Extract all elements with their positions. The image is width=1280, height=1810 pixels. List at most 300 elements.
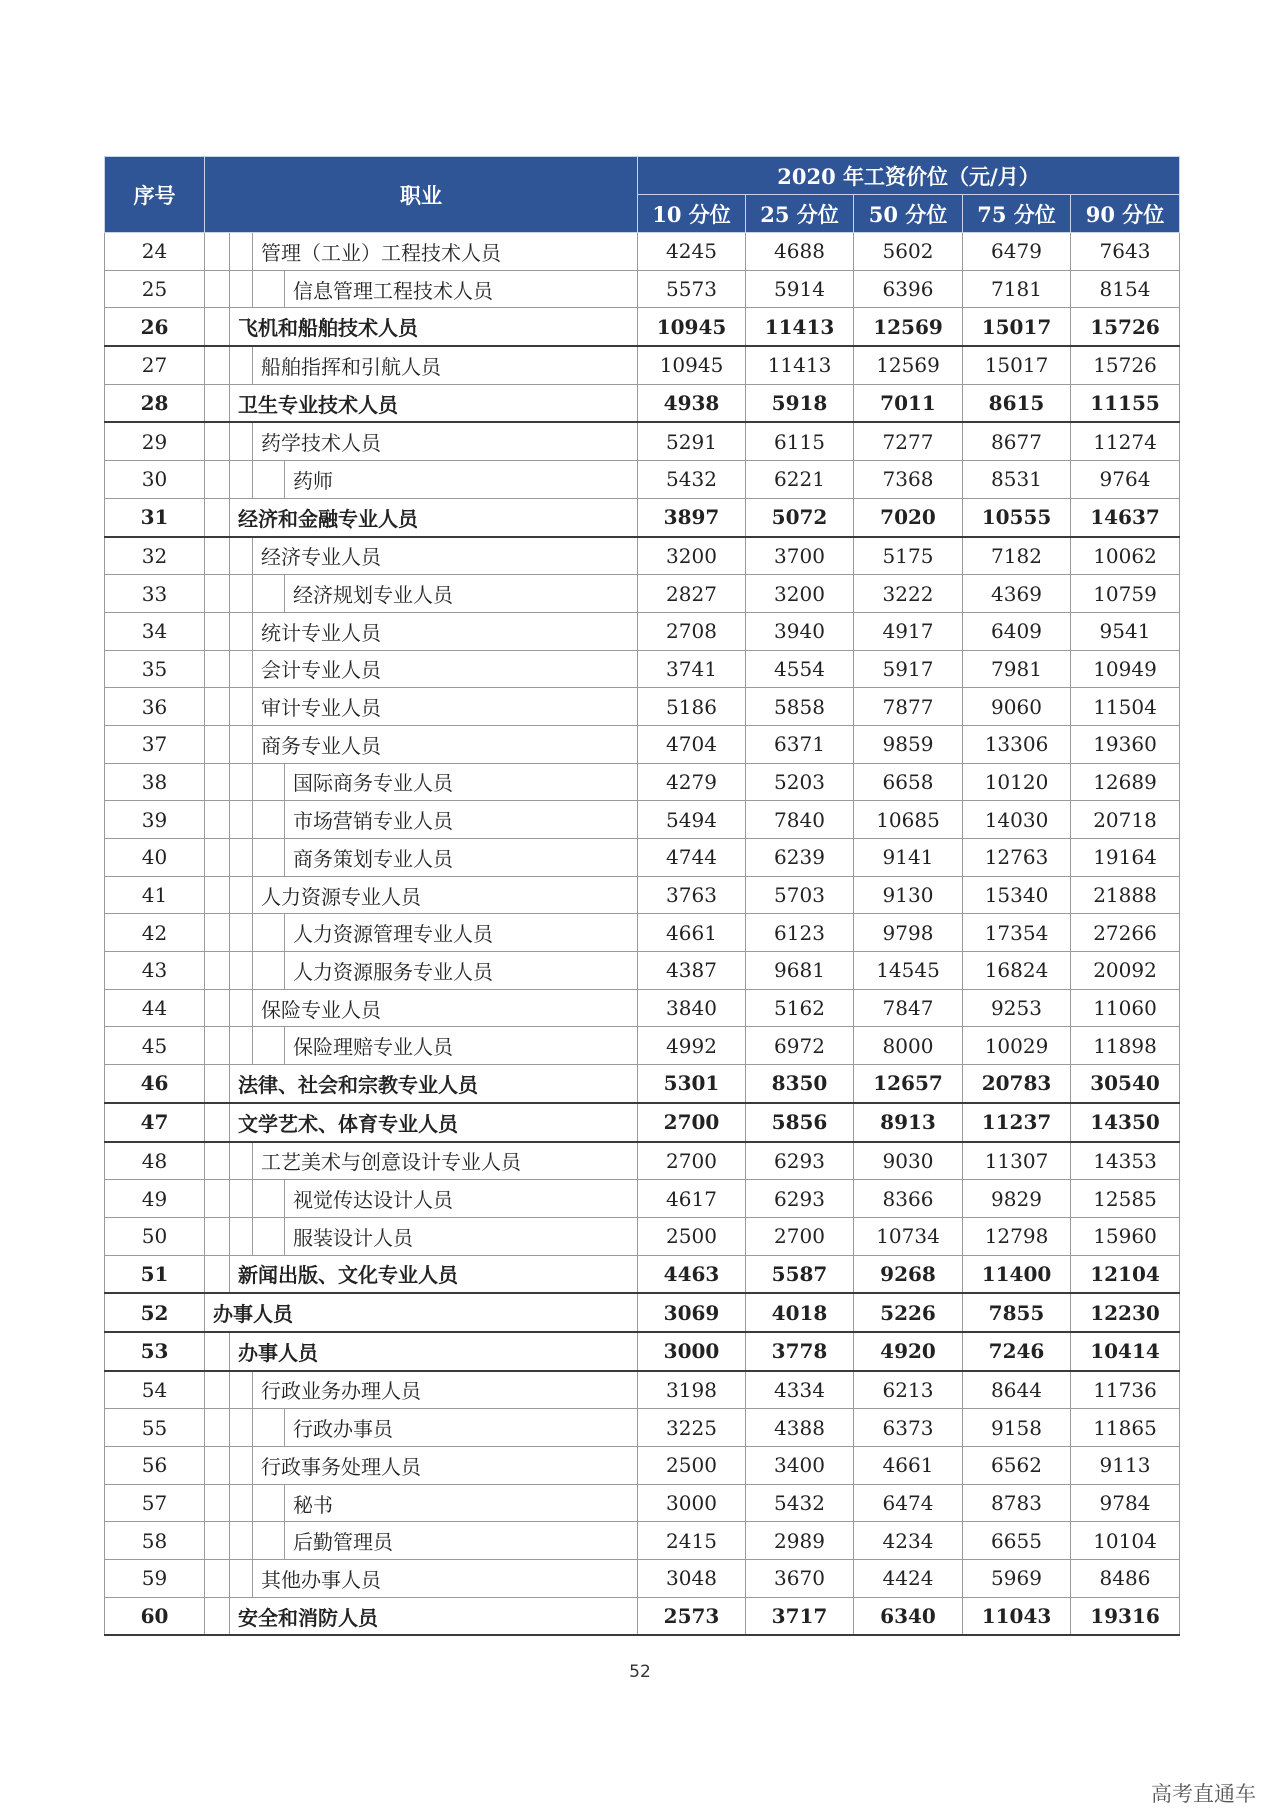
table-row (105, 1560, 1180, 1598)
wage-p50: 8366 (854, 1180, 963, 1218)
occupation-indent (205, 1218, 637, 1255)
table-row (105, 1293, 1180, 1332)
row-number: 52 (105, 1293, 205, 1332)
wage-p75: 7246 (963, 1332, 1071, 1371)
table-row (105, 308, 1180, 346)
table-header (105, 157, 1180, 233)
row-number: 40 (105, 839, 205, 877)
table-row (105, 1447, 1180, 1485)
wage-p75: 8531 (963, 461, 1071, 499)
occupation-cell (205, 1293, 638, 1332)
row-number: 33 (105, 575, 205, 613)
occupation-cell (205, 384, 638, 422)
wage-p75: 10029 (963, 1027, 1071, 1065)
table-row (105, 1217, 1180, 1255)
hierarchy-guide-line (252, 1027, 253, 1064)
wage-p25: 3778 (746, 1332, 854, 1371)
wage-p10: 4617 (638, 1180, 746, 1218)
wage-p25: 5162 (746, 989, 854, 1027)
hierarchy-guide-line (229, 1372, 230, 1409)
row-number: 49 (105, 1180, 205, 1218)
hierarchy-guide-line (229, 839, 230, 876)
occupation-indent (205, 1409, 637, 1446)
occupation-indent (205, 1560, 637, 1597)
occupation-cell (205, 461, 638, 499)
row-number: 34 (105, 612, 205, 650)
wage-p90: 15726 (1071, 308, 1180, 346)
wage-p25: 6115 (746, 422, 854, 460)
row-number: 32 (105, 537, 205, 575)
hierarchy-guide-line (252, 1180, 253, 1217)
row-number: 35 (105, 650, 205, 688)
wage-p75: 8615 (963, 384, 1071, 422)
occupation-indent (205, 347, 637, 384)
row-number: 38 (105, 763, 205, 801)
occupation-name: 人力资源专业人员 (261, 884, 421, 909)
wage-p10: 3200 (638, 537, 746, 575)
wage-p50: 6340 (854, 1597, 963, 1635)
wage-p90: 14350 (1071, 1103, 1180, 1142)
wage-p50: 8000 (854, 1027, 963, 1065)
wage-p90: 11736 (1071, 1371, 1180, 1409)
table-row (105, 1332, 1180, 1371)
wage-p25: 6123 (746, 914, 854, 952)
header-p75: 75 分位 (963, 195, 1071, 233)
wage-p75: 13306 (963, 725, 1071, 763)
wage-p50: 9798 (854, 914, 963, 952)
occupation-name: 商务策划专业人员 (293, 846, 453, 871)
occupation-name: 人力资源服务专业人员 (293, 959, 493, 984)
table-row (105, 839, 1180, 877)
table-row (105, 498, 1180, 536)
occupation-indent (205, 1333, 637, 1370)
occupation-name: 药师 (293, 468, 333, 493)
header-p10: 10 分位 (638, 195, 746, 233)
hierarchy-guide-line (252, 839, 253, 876)
hierarchy-guide-line (252, 461, 253, 498)
occupation-indent (205, 726, 637, 763)
wage-p90: 14353 (1071, 1142, 1180, 1180)
occupation-name: 办事人员 (238, 1340, 318, 1365)
wage-p75: 17354 (963, 914, 1071, 952)
row-number: 48 (105, 1142, 205, 1180)
wage-p90: 10949 (1071, 650, 1180, 688)
row-number: 28 (105, 384, 205, 422)
row-number: 60 (105, 1597, 205, 1635)
wage-p75: 7182 (963, 537, 1071, 575)
wage-p50: 9130 (854, 876, 963, 914)
table-row (105, 989, 1180, 1027)
wage-p90: 12585 (1071, 1180, 1180, 1218)
hierarchy-guide-line (229, 726, 230, 763)
occupation-indent (205, 651, 637, 688)
wage-p50: 5602 (854, 233, 963, 271)
wage-p75: 10120 (963, 763, 1071, 801)
occupation-indent (205, 499, 637, 536)
wage-p50: 5175 (854, 537, 963, 575)
occupation-indent (205, 1180, 637, 1217)
wage-p10: 3741 (638, 650, 746, 688)
wage-p25: 4388 (746, 1409, 854, 1447)
wage-p90: 19316 (1071, 1597, 1180, 1635)
watermark: 高考直通车 (1151, 1782, 1256, 1806)
occupation-name: 行政办事员 (293, 1417, 393, 1442)
wage-p50: 6373 (854, 1409, 963, 1447)
wage-p75: 11043 (963, 1597, 1071, 1635)
hierarchy-guide-line (229, 271, 230, 308)
wage-p50: 6658 (854, 763, 963, 801)
occupation-name: 安全和消防人员 (238, 1605, 378, 1630)
hierarchy-guide-line (252, 952, 253, 989)
wage-p25: 6371 (746, 725, 854, 763)
occupation-name: 其他办事人员 (261, 1567, 381, 1592)
wage-p25: 6972 (746, 1027, 854, 1065)
wage-p75: 15017 (963, 308, 1071, 346)
wage-p75: 11237 (963, 1103, 1071, 1142)
occupation-cell (205, 1332, 638, 1371)
table-row (105, 1065, 1180, 1103)
wage-p90: 12230 (1071, 1293, 1180, 1332)
wage-p25: 5914 (746, 270, 854, 308)
hierarchy-guide-line (229, 423, 230, 460)
wage-p10: 3048 (638, 1560, 746, 1598)
occupation-indent (205, 877, 637, 914)
occupation-cell (205, 1371, 638, 1409)
row-number: 56 (105, 1447, 205, 1485)
occupation-indent (205, 461, 637, 498)
wage-p25: 5703 (746, 876, 854, 914)
table-row (105, 1597, 1180, 1635)
hierarchy-guide-line (229, 764, 230, 801)
wage-p50: 7020 (854, 498, 963, 536)
hierarchy-guide-line (229, 1485, 230, 1522)
wage-p90: 9541 (1071, 612, 1180, 650)
hierarchy-guide-line (229, 990, 230, 1027)
wage-p90: 15726 (1071, 346, 1180, 384)
wage-p90: 9784 (1071, 1484, 1180, 1522)
wage-p50: 6396 (854, 270, 963, 308)
occupation-cell (205, 1217, 638, 1255)
wage-p50: 8913 (854, 1103, 963, 1142)
wage-p75: 7181 (963, 270, 1071, 308)
wage-table-container (104, 156, 1179, 1636)
wage-p75: 6562 (963, 1447, 1071, 1485)
occupation-cell (205, 989, 638, 1027)
wage-p50: 14545 (854, 952, 963, 990)
wage-p90: 10759 (1071, 575, 1180, 613)
wage-p75: 12798 (963, 1217, 1071, 1255)
occupation-indent (205, 1372, 637, 1409)
wage-p75: 8644 (963, 1371, 1071, 1409)
row-number: 43 (105, 952, 205, 990)
table-row (105, 384, 1180, 422)
row-number: 36 (105, 688, 205, 726)
wage-p25: 11413 (746, 308, 854, 346)
occupation-indent (205, 688, 637, 725)
wage-p50: 9141 (854, 839, 963, 877)
occupation-cell (205, 422, 638, 460)
wage-p25: 3940 (746, 612, 854, 650)
wage-p75: 11400 (963, 1255, 1071, 1293)
row-number: 30 (105, 461, 205, 499)
wage-p50: 5226 (854, 1293, 963, 1332)
wage-p50: 12569 (854, 346, 963, 384)
wage-p10: 2500 (638, 1217, 746, 1255)
hierarchy-guide-line (252, 764, 253, 801)
occupation-name: 统计专业人员 (261, 620, 381, 645)
header-group-title: 2020 年工资价位（元/月） (638, 157, 1180, 195)
wage-p90: 15960 (1071, 1217, 1180, 1255)
wage-p90: 19164 (1071, 839, 1180, 877)
table-row (105, 801, 1180, 839)
wage-p90: 30540 (1071, 1065, 1180, 1103)
wage-p10: 3000 (638, 1484, 746, 1522)
hierarchy-guide-line (252, 1218, 253, 1255)
wage-p90: 9764 (1071, 461, 1180, 499)
hierarchy-guide-line (229, 1180, 230, 1217)
occupation-cell (205, 801, 638, 839)
table-row (105, 1255, 1180, 1293)
row-number: 59 (105, 1560, 205, 1598)
wage-p75: 8783 (963, 1484, 1071, 1522)
wage-p75: 6409 (963, 612, 1071, 650)
wage-p25: 6293 (746, 1180, 854, 1218)
wage-p25: 4334 (746, 1371, 854, 1409)
wage-p50: 7011 (854, 384, 963, 422)
hierarchy-guide-line (229, 877, 230, 914)
wage-p90: 10414 (1071, 1332, 1180, 1371)
wage-p50: 12569 (854, 308, 963, 346)
occupation-cell (205, 1142, 638, 1180)
hierarchy-guide-line (252, 914, 253, 951)
occupation-cell (205, 1484, 638, 1522)
wage-p90: 11865 (1071, 1409, 1180, 1447)
wage-p10: 5186 (638, 688, 746, 726)
wage-p25: 5203 (746, 763, 854, 801)
wage-p10: 3069 (638, 1293, 746, 1332)
occupation-cell (205, 575, 638, 613)
wage-p75: 6479 (963, 233, 1071, 271)
wage-p25: 11413 (746, 346, 854, 384)
wage-p50: 10734 (854, 1217, 963, 1255)
occupation-indent (205, 308, 637, 345)
table-row (105, 1142, 1180, 1180)
occupation-cell (205, 233, 638, 271)
row-number: 26 (105, 308, 205, 346)
wage-p90: 27266 (1071, 914, 1180, 952)
occupation-name: 法律、社会和宗教专业人员 (238, 1072, 478, 1097)
row-number: 53 (105, 1332, 205, 1371)
wage-p25: 3200 (746, 575, 854, 613)
occupation-indent (205, 952, 637, 989)
wage-p90: 7643 (1071, 233, 1180, 271)
occupation-cell (205, 498, 638, 536)
occupation-cell (205, 1027, 638, 1065)
table-row (105, 575, 1180, 613)
wage-p25: 4018 (746, 1293, 854, 1332)
row-number: 37 (105, 725, 205, 763)
occupation-indent (205, 914, 637, 951)
wage-p25: 6221 (746, 461, 854, 499)
row-number: 50 (105, 1217, 205, 1255)
wage-p25: 5918 (746, 384, 854, 422)
occupation-name: 卫生专业技术人员 (238, 392, 398, 417)
occupation-name: 信息管理工程技术人员 (293, 278, 493, 303)
occupation-indent (205, 538, 637, 575)
occupation-indent (205, 801, 637, 838)
table-row (105, 1371, 1180, 1409)
row-number: 25 (105, 270, 205, 308)
hierarchy-guide-line (229, 1409, 230, 1446)
wage-p25: 3700 (746, 537, 854, 575)
wage-p10: 4463 (638, 1255, 746, 1293)
wage-p25: 3670 (746, 1560, 854, 1598)
table-row (105, 422, 1180, 460)
occupation-cell (205, 346, 638, 384)
table-row (105, 612, 1180, 650)
wage-p50: 6474 (854, 1484, 963, 1522)
wage-p25: 2989 (746, 1522, 854, 1560)
occupation-cell (205, 612, 638, 650)
wage-p90: 20718 (1071, 801, 1180, 839)
row-number: 27 (105, 346, 205, 384)
wage-p10: 4279 (638, 763, 746, 801)
wage-p75: 12763 (963, 839, 1071, 877)
wage-p10: 2827 (638, 575, 746, 613)
table-row (105, 914, 1180, 952)
wage-p90: 10062 (1071, 537, 1180, 575)
wage-p10: 3897 (638, 498, 746, 536)
wage-p10: 5573 (638, 270, 746, 308)
wage-p25: 5858 (746, 688, 854, 726)
wage-p10: 4992 (638, 1027, 746, 1065)
occupation-name: 后勤管理员 (293, 1530, 393, 1555)
wage-p50: 4424 (854, 1560, 963, 1598)
row-number: 54 (105, 1371, 205, 1409)
occupation-cell (205, 650, 638, 688)
occupation-name: 新闻出版、文化专业人员 (238, 1263, 458, 1288)
wage-p10: 3840 (638, 989, 746, 1027)
wage-p25: 9681 (746, 952, 854, 990)
row-number: 41 (105, 876, 205, 914)
row-number: 58 (105, 1522, 205, 1560)
wage-p75: 11307 (963, 1142, 1071, 1180)
wage-p75: 6655 (963, 1522, 1071, 1560)
occupation-name: 文学艺术、体育专业人员 (238, 1111, 458, 1136)
occupation-cell (205, 688, 638, 726)
wage-p50: 12657 (854, 1065, 963, 1103)
occupation-indent (205, 1256, 637, 1293)
table-row (105, 763, 1180, 801)
wage-p10: 4661 (638, 914, 746, 952)
occupation-cell (205, 763, 638, 801)
occupation-cell (205, 1180, 638, 1218)
occupation-indent (205, 1027, 637, 1064)
wage-p10: 5301 (638, 1065, 746, 1103)
wage-p90: 10104 (1071, 1522, 1180, 1560)
occupation-indent (205, 233, 637, 270)
hierarchy-guide-line (229, 233, 230, 270)
wage-p50: 7277 (854, 422, 963, 460)
occupation-cell (205, 537, 638, 575)
wage-p75: 5969 (963, 1560, 1071, 1598)
wage-p75: 20783 (963, 1065, 1071, 1103)
wage-p25: 5587 (746, 1255, 854, 1293)
row-number: 31 (105, 498, 205, 536)
wage-p50: 7877 (854, 688, 963, 726)
occupation-indent (205, 1447, 637, 1484)
hierarchy-guide-line (252, 1485, 253, 1522)
table-row (105, 270, 1180, 308)
occupation-indent (205, 1294, 637, 1331)
wage-p75: 16824 (963, 952, 1071, 990)
occupation-cell (205, 876, 638, 914)
occupation-indent (205, 839, 637, 876)
wage-p25: 3717 (746, 1597, 854, 1635)
row-number: 57 (105, 1484, 205, 1522)
wage-p50: 9859 (854, 725, 963, 763)
wage-p75: 9060 (963, 688, 1071, 726)
wage-p25: 4688 (746, 233, 854, 271)
wage-p10: 3000 (638, 1332, 746, 1371)
wage-p50: 10685 (854, 801, 963, 839)
occupation-cell (205, 839, 638, 877)
wage-p50: 4661 (854, 1447, 963, 1485)
wage-p75: 8677 (963, 422, 1071, 460)
occupation-name: 会计专业人员 (261, 658, 381, 683)
occupation-name: 管理（工业）工程技术人员 (261, 240, 501, 265)
occupation-name: 行政业务办理人员 (261, 1379, 421, 1404)
wage-p75: 9158 (963, 1409, 1071, 1447)
wage-p90: 12104 (1071, 1255, 1180, 1293)
table-row (105, 1409, 1180, 1447)
occupation-name: 秘书 (293, 1492, 333, 1517)
wage-p90: 21888 (1071, 876, 1180, 914)
hierarchy-guide-line (229, 651, 230, 688)
wage-p10: 4245 (638, 233, 746, 271)
occupation-cell (205, 1447, 638, 1485)
row-number: 29 (105, 422, 205, 460)
occupation-name: 服装设计人员 (293, 1225, 413, 1250)
occupation-cell (205, 1560, 638, 1598)
occupation-cell (205, 1522, 638, 1560)
wage-p75: 14030 (963, 801, 1071, 839)
wage-p25: 5856 (746, 1103, 854, 1142)
table-row (105, 725, 1180, 763)
table-row (105, 537, 1180, 575)
occupation-indent (205, 423, 637, 460)
wage-p90: 12689 (1071, 763, 1180, 801)
occupation-cell (205, 1597, 638, 1635)
row-number: 51 (105, 1255, 205, 1293)
wage-p90: 11060 (1071, 989, 1180, 1027)
row-number: 39 (105, 801, 205, 839)
wage-p50: 4920 (854, 1332, 963, 1371)
table-row (105, 876, 1180, 914)
header-seq: 序号 (105, 157, 205, 233)
occupation-name: 市场营销专业人员 (293, 809, 453, 834)
wage-p50: 9030 (854, 1142, 963, 1180)
wage-p10: 5291 (638, 422, 746, 460)
occupation-name: 药学技术人员 (261, 431, 381, 456)
occupation-cell (205, 1103, 638, 1142)
wage-p90: 11155 (1071, 384, 1180, 422)
occupation-indent (205, 1143, 637, 1180)
occupation-cell (205, 1065, 638, 1103)
occupation-cell (205, 1409, 638, 1447)
table-row (105, 688, 1180, 726)
hierarchy-guide-line (229, 1143, 230, 1180)
